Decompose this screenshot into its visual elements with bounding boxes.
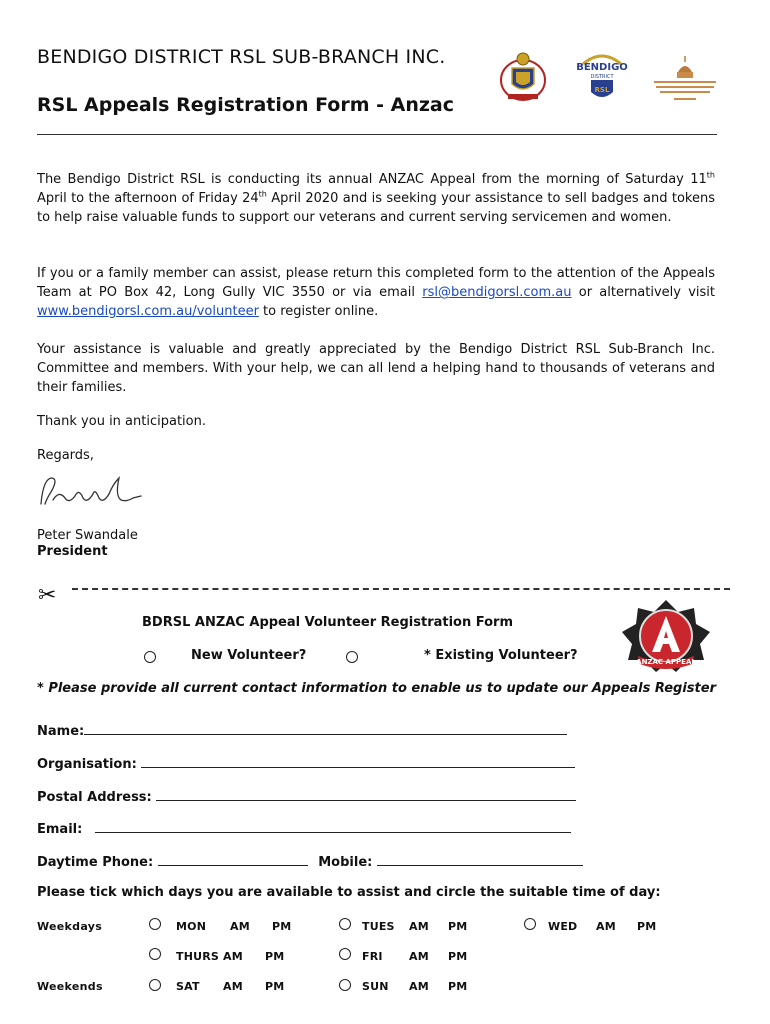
thanks-line: Thank you in anticipation. xyxy=(37,414,206,429)
name-field[interactable] xyxy=(37,722,567,739)
tues-pm-option[interactable]: PM xyxy=(448,920,468,933)
badge-text: ANZAC APPEAL xyxy=(636,658,696,666)
phone-field-row xyxy=(37,853,583,870)
organisation-field[interactable] xyxy=(37,755,575,772)
signature-image xyxy=(37,470,147,514)
scissors-icon: ✂ xyxy=(38,583,57,608)
wed-pm-option[interactable]: PM xyxy=(637,920,657,933)
postal-address-label: Postal Address: xyxy=(37,790,152,805)
sat-pm-option[interactable]: PM xyxy=(265,980,285,993)
memorial-hall-logo xyxy=(648,54,722,106)
wed-checkbox[interactable] xyxy=(524,918,536,930)
cut-line xyxy=(72,588,730,590)
fri-checkbox[interactable] xyxy=(339,948,351,960)
appeal-intro-paragraph: The Bendigo District RSL is conducting its annual ANZAC Appeal from the morning of Saturday 11th April to the afternoon of Friday 24th April 2020 and is seeking your assistance to sell badges and tokens to help raise valuable funds to support our veterans and current serving servicemen and women. xyxy=(37,170,715,225)
anzac-appeal-badge xyxy=(618,598,714,676)
thurs-checkbox[interactable] xyxy=(149,948,161,960)
rsl-crest-logo xyxy=(498,50,548,102)
weekends-label: Weekends xyxy=(37,980,103,993)
name-label: Name: xyxy=(37,724,85,739)
fri-label: FRI xyxy=(362,950,383,963)
contact-info-note: * Please provide all current contact information to enable us to update our Appeals Register xyxy=(37,681,716,696)
signer-name: Peter Swandale xyxy=(37,528,138,543)
mobile-label: Mobile: xyxy=(318,855,373,870)
mon-am-option[interactable]: AM xyxy=(230,920,250,933)
mobile-input-line[interactable] xyxy=(377,853,583,866)
tues-label: TUES xyxy=(362,920,395,933)
assist-instructions-paragraph: If you or a family member can assist, please return this completed form to the attention of the Appeals Team at PO Box 42, Long Gully VIC 3550 or via email rsl@bendigorsl.com.au or alternatively visit www.bendigorsl.com.au/volunteer to register online. xyxy=(37,266,716,319)
mon-checkbox[interactable] xyxy=(149,918,161,930)
email-input-line[interactable] xyxy=(95,820,571,833)
sun-am-option[interactable]: AM xyxy=(409,980,429,993)
appreciation-paragraph: Your assistance is valuable and greatly appreciated by the Bendigo District RSL Sub-Branch Inc. Committee and members. With your help, we can all lend a helping hand to thousands of veterans and their families. xyxy=(37,342,715,395)
existing-volunteer-radio[interactable] xyxy=(346,651,358,663)
sat-label: SAT xyxy=(176,980,200,993)
volunteer-url-link[interactable]: www.bendigorsl.com.au/volunteer xyxy=(37,304,259,319)
tues-am-option[interactable]: AM xyxy=(409,920,429,933)
availability-question: Please tick which days you are available to assist and circle the suitable time of day: xyxy=(37,885,661,900)
daytime-phone-label: Daytime Phone: xyxy=(37,855,154,870)
sat-checkbox[interactable] xyxy=(149,979,161,991)
name-input-line[interactable] xyxy=(84,722,567,735)
rsl-logo-text: RSL xyxy=(594,86,610,94)
bendigo-district-logo xyxy=(567,50,637,102)
postal-address-input-line[interactable] xyxy=(156,788,576,801)
email-field[interactable] xyxy=(37,820,571,837)
page-title: RSL Appeals Registration Form - Anzac xyxy=(37,94,455,116)
wed-am-option[interactable]: AM xyxy=(596,920,616,933)
email-link[interactable]: rsl@bendigorsl.com.au xyxy=(422,285,572,300)
mon-label: MON xyxy=(176,920,207,933)
header-divider xyxy=(37,134,717,135)
organisation-input-line[interactable] xyxy=(141,755,575,768)
thurs-pm-option[interactable]: PM xyxy=(265,950,285,963)
signer-title: President xyxy=(37,544,108,559)
weekdays-label: Weekdays xyxy=(37,920,103,933)
mon-pm-option[interactable]: PM xyxy=(272,920,292,933)
email-label: Email: xyxy=(37,822,83,837)
new-volunteer-label: New Volunteer? xyxy=(191,648,307,663)
bendigo-logo-text: BENDIGO xyxy=(576,62,628,73)
sun-checkbox[interactable] xyxy=(339,979,351,991)
tues-checkbox[interactable] xyxy=(339,918,351,930)
registration-form-title: BDRSL ANZAC Appeal Volunteer Registration Form xyxy=(142,615,514,630)
sun-label: SUN xyxy=(362,980,389,993)
daytime-phone-input-line[interactable] xyxy=(158,853,308,866)
organisation-label: Organisation: xyxy=(37,757,137,772)
regards-line: Regards, xyxy=(37,448,94,463)
district-logo-text: DISTRICT xyxy=(590,74,614,80)
organisation-name: BENDIGO DISTRICT RSL SUB-BRANCH INC. xyxy=(37,46,446,68)
wed-label: WED xyxy=(548,920,578,933)
fri-am-option[interactable]: AM xyxy=(409,950,429,963)
fri-pm-option[interactable]: PM xyxy=(448,950,468,963)
sat-am-option[interactable]: AM xyxy=(223,980,243,993)
thurs-label: THURS xyxy=(176,950,220,963)
sun-pm-option[interactable]: PM xyxy=(448,980,468,993)
existing-volunteer-label: * Existing Volunteer? xyxy=(424,648,578,663)
postal-address-field[interactable] xyxy=(37,788,576,805)
new-volunteer-radio[interactable] xyxy=(144,651,156,663)
thurs-am-option[interactable]: AM xyxy=(223,950,243,963)
